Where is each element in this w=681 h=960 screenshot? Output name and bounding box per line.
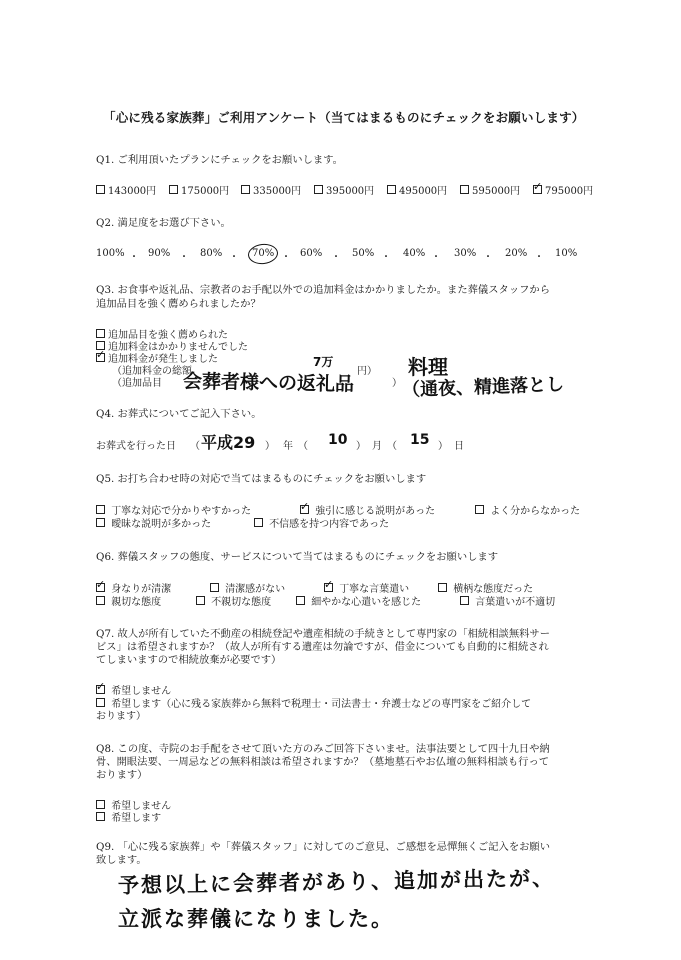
scale-90[interactable]: 90% [148, 248, 171, 259]
q6-option[interactable] [96, 593, 161, 608]
q1-option[interactable] [314, 182, 374, 197]
option-label: 曖昧な説明が多かった [111, 519, 212, 530]
q4-day-label: 日 [454, 441, 464, 452]
checkbox[interactable] [96, 596, 105, 605]
q4-date-label: お葬式を行った日 [96, 441, 176, 452]
option-label: 不親切な態度 [211, 597, 272, 608]
option-label: 595000円 [472, 186, 521, 197]
q7-option[interactable] [96, 695, 531, 710]
q3-close-paren: ） [392, 378, 402, 389]
q3-sub-items-label: （追加品目 [112, 378, 162, 389]
checkbox[interactable] [96, 800, 105, 809]
scale-sep: ・ [129, 252, 139, 263]
q1-option[interactable] [169, 182, 229, 197]
q4-paren-close: ） [356, 441, 366, 452]
option-label: 追加品目を強く薦められた [108, 330, 228, 341]
handwritten-items: 会葬者様への返礼品 [182, 370, 355, 396]
option-label: 丁寧な対応で分かりやすかった [111, 506, 252, 517]
handwritten-amount: 7万 [313, 355, 334, 369]
checkbox[interactable] [460, 185, 469, 194]
checkbox-checked[interactable] [96, 353, 105, 362]
checkbox[interactable] [96, 812, 105, 821]
option-label: 横柄な態度だった [453, 584, 534, 595]
handwritten-comment-line1[interactable]: 予想以上に会葬者があり、追加が出たが、 [117, 866, 556, 898]
q6-text: Q6. 葬儀スタッフの態度、サービスについて当てはまるものにチェックをお願いします [96, 551, 499, 563]
option-label: 身なりが清潔 [111, 584, 172, 595]
q8-text-line2: 骨、開眼法要、一周忌などの無料相談は希望されますか？（墓地墓石やお仏壇の無料相談も行って [96, 756, 550, 768]
handwritten-ryori-detail: （通夜、精進落とし [401, 374, 565, 401]
checkbox[interactable] [96, 185, 105, 194]
checkbox[interactable] [475, 505, 484, 514]
scale-sep: ・ [331, 252, 341, 263]
checkbox[interactable] [196, 596, 205, 605]
checkbox-checked[interactable] [533, 185, 542, 194]
option-label: 795000円 [545, 186, 594, 197]
option-label: 143000円 [108, 186, 157, 197]
option-label: 希望します [111, 813, 162, 824]
scale-sep: ・ [534, 252, 544, 263]
checkbox[interactable] [254, 518, 263, 527]
checkbox[interactable] [241, 185, 250, 194]
option-label: 親切な態度 [111, 597, 162, 608]
option-label: 395000円 [326, 186, 375, 197]
q4-paren-open: （ [387, 441, 397, 452]
scale-sep: ・ [431, 252, 441, 263]
scale-sep: ・ [381, 252, 391, 263]
scale-70-selected[interactable]: 70% [252, 248, 275, 259]
option-label: 強引に感じる説明があった [315, 506, 436, 517]
checkbox[interactable] [438, 583, 447, 592]
q3-text-line1: Q3. お食事や返礼品、宗教者のお手配以外での追加料金はかかりましたか。また葬儀スタッフから [96, 284, 551, 296]
option-label: 495000円 [399, 186, 448, 197]
option-label: 言葉遣いが不適切 [475, 597, 556, 608]
q7-text-line2: ビス」は希望されますか？（故人が所有する遺産は勿論ですが、借金についても自動的に相続され [96, 641, 549, 653]
scale-30[interactable]: 30% [454, 248, 477, 259]
scale-60[interactable]: 60% [300, 248, 323, 259]
checkbox[interactable] [169, 185, 178, 194]
scale-40[interactable]: 40% [403, 248, 426, 259]
option-label: 細やかな心遣いを感じた [311, 597, 422, 608]
scale-sep: ・ [483, 252, 493, 263]
q5-text: Q5. お打ち合わせ時の対応で当てはまるものにチェックをお願いします [96, 473, 427, 485]
q5-option[interactable] [475, 502, 580, 517]
q1-option[interactable] [533, 182, 593, 197]
handwritten-month[interactable]: 10 [328, 432, 348, 448]
q8-text-line3: おります） [96, 769, 148, 781]
checkbox[interactable] [210, 583, 219, 592]
scale-sep: ・ [229, 252, 239, 263]
q7-text-line3: てしまいますので相続放棄が必要です） [96, 654, 282, 666]
checkbox[interactable] [96, 698, 105, 707]
q1-text: Q1. ご利用頂いたプランにチェックをお願いします。 [96, 154, 343, 166]
handwritten-ryori: 料理 [408, 355, 448, 379]
survey-title: 「心に残る家族葬」ご利用アンケート（当てはまるものにチェックをお願いします） [103, 110, 585, 125]
q4-text: Q4. お葬式についてご記入下さい。 [96, 408, 262, 420]
q6-option[interactable] [296, 593, 421, 608]
option-label: 不信感を持つ内容であった [269, 519, 390, 530]
q3-yen-label: 円） [357, 366, 377, 377]
q4-paren-close: ） [438, 441, 448, 452]
checkbox[interactable] [96, 505, 105, 514]
q6-option[interactable] [460, 593, 555, 608]
q9-text-line2: 致します。 [96, 854, 147, 866]
q9-text-line1: Q9. 「心に残る家族葬」や「葬儀スタッフ」に対してのご意見、ご感想を忌憚無くご記入をお願い [96, 841, 551, 853]
option-label: 175000円 [181, 186, 230, 197]
handwritten-year[interactable]: 平成29 [201, 433, 256, 452]
option-label: 希望しません [111, 686, 172, 697]
scale-20[interactable]: 20% [505, 248, 528, 259]
q4-month-label: 月 [372, 441, 382, 452]
option-label: 希望します（心に残る家族葬から無料で税理士・司法書士・弁護士などの専門家をご紹介して [111, 699, 532, 710]
option-label: 追加料金が発生しました [108, 354, 218, 365]
checkbox[interactable] [96, 329, 105, 338]
option-label: よく分からなかった [490, 506, 581, 517]
scale-sep: ・ [281, 252, 291, 263]
q4-paren-open: （ [298, 441, 308, 452]
checkbox-checked[interactable] [300, 505, 309, 514]
q1-option[interactable] [387, 182, 447, 197]
checkbox[interactable] [296, 596, 305, 605]
q1-option[interactable] [96, 182, 156, 197]
handwritten-day[interactable]: 15 [410, 432, 430, 448]
q8-text-line1: Q8. この度、寺院のお手配をさせて頂いた方のみご回答下さいませ。法事法要として四十九日や納 [96, 743, 550, 755]
q4-paren-close: ） [265, 441, 275, 452]
q5-option[interactable] [254, 515, 389, 530]
handwritten-comment-line2[interactable]: 立派な葬儀になりました。 [118, 907, 394, 931]
q7-text-line1: Q7. 故人が所有していた不動産の相続登記や遺産相続の手続きとして専門家の「相続相談無料サー [96, 628, 551, 640]
checkbox-checked[interactable] [324, 583, 333, 592]
checkbox[interactable] [314, 185, 323, 194]
option-label: 丁寧な言葉遣い [339, 584, 410, 595]
q7-option-continuation: おります） [96, 711, 146, 722]
option-label: 335000円 [253, 186, 302, 197]
checkbox[interactable] [387, 185, 396, 194]
q3-text-line2: 追加品目を強く薦められましたか？ [96, 298, 261, 310]
scale-10[interactable]: 10% [555, 248, 578, 259]
option-label: 清潔感がない [225, 584, 286, 595]
scale-100[interactable]: 100% [96, 248, 125, 259]
scale-sep: ・ [179, 252, 189, 263]
option-label: 追加料金はかかりませんでした [108, 342, 248, 353]
q4-year-label: 年 [283, 441, 293, 452]
checkbox-checked[interactable] [96, 583, 105, 592]
q6-option[interactable] [196, 593, 271, 608]
checkbox-checked[interactable] [96, 685, 105, 694]
q1-option[interactable] [460, 182, 520, 197]
q2-scale [96, 248, 586, 264]
q3-sub-total-label: （追加料金の総額 [112, 366, 192, 377]
q5-option[interactable] [96, 515, 211, 530]
q4-paren-open: （ [190, 441, 200, 452]
option-label: 希望しません [111, 801, 172, 812]
checkbox[interactable] [460, 596, 469, 605]
scale-80[interactable]: 80% [200, 248, 223, 259]
q1-option[interactable] [241, 182, 301, 197]
q8-option[interactable] [96, 809, 161, 824]
checkbox[interactable] [96, 518, 105, 527]
scale-50[interactable]: 50% [352, 248, 375, 259]
q2-text: Q2. 満足度をお選び下さい。 [96, 217, 231, 229]
